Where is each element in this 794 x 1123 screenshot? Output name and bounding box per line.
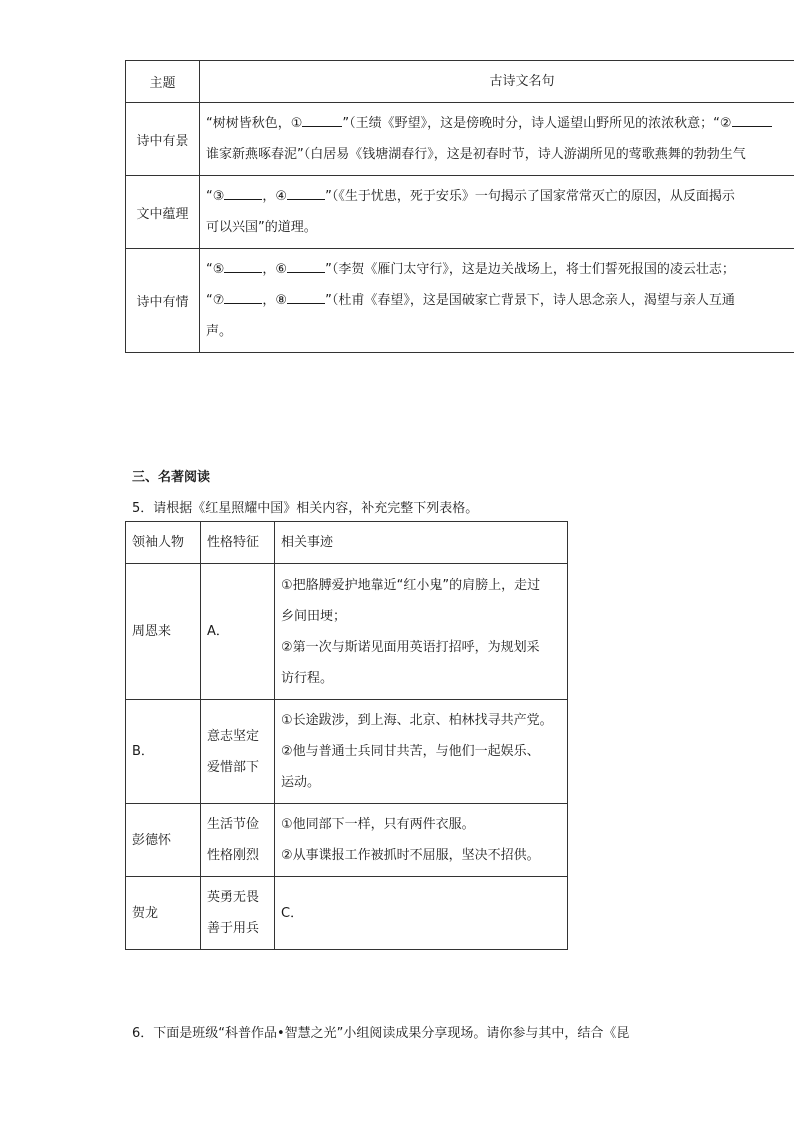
trait-cell[interactable]: A． [201, 564, 275, 700]
content-line: “③ ，④ ”（《生于忧患，死于安乐》一句揭示了国家常常灭亡的原因，从反面揭示 [206, 189, 735, 204]
leader-cell: 贺龙 [126, 877, 201, 950]
table-row [126, 700, 568, 804]
answer-blank-5[interactable] [224, 272, 262, 273]
content-line: “树树皆秋色，① ”（王绩《野望》，这是傍晚时分，诗人遥望山野所见的浓浓秋意；“② [206, 108, 794, 139]
question-5: 5．请根据《红星照耀中国》相关内容，补充完整下列表格。 [132, 501, 479, 516]
poetry-table-header [126, 61, 794, 103]
table-row [126, 103, 794, 176]
content-line: 声。 [206, 324, 233, 339]
row-content [200, 176, 794, 249]
deeds-cell[interactable]: C． [275, 877, 568, 950]
content-line: 谁家新燕啄春泥”（白居易《钱塘湖春行》，这是初春时节，诗人游湖所见的莺歌燕舞的勃勃生气 [206, 147, 746, 162]
leader-cell: 周恩来 [126, 564, 201, 700]
row-theme: 文中蕴理 [126, 176, 200, 249]
answer-blank-2[interactable] [732, 126, 772, 127]
table-row [126, 249, 794, 353]
poetry-table [125, 60, 794, 353]
leader-cell: 彭德怀 [126, 804, 201, 877]
header-theme: 主题 [126, 61, 200, 103]
trait-cell: 意志坚定 爱惜部下 [201, 700, 275, 804]
row-content [200, 103, 794, 176]
table-row [126, 176, 794, 249]
header-poem: 古诗文名句 [200, 61, 794, 103]
content-line: “⑤ ，⑥ ”（李贺《雁门太守行》，这是边关战场上，将士们誓死报国的凌云壮志； [206, 262, 735, 277]
deeds-cell: ①长途跋涉，到上海、北京、柏林找寻共产党。 ②他与普通士兵同甘共苦，与他们一起娱乐、 运动。 [275, 700, 568, 804]
row-content [200, 249, 794, 353]
deeds-cell: ①把胳膊爱护地靠近“红小鬼”的肩膀上，走过 乡间田埂； ②第一次与斯诺见面用英语打招呼，为规划采 访行程。 [275, 564, 568, 700]
answer-blank-3[interactable] [224, 199, 262, 200]
leaders-table [125, 521, 568, 950]
table-row [126, 877, 568, 950]
answer-blank-4[interactable] [287, 199, 325, 200]
answer-blank-6[interactable] [287, 272, 325, 273]
answer-blank-1[interactable] [302, 126, 342, 127]
content-line: “⑦ ，⑧ ”（杜甫《春望》，这是国破家亡背景下，诗人思念亲人，渴望与亲人互通 [206, 293, 735, 308]
answer-blank-7[interactable] [224, 303, 262, 304]
leaders-table-header [126, 522, 568, 564]
deeds-cell: ①他同部下一样，只有两件衣服。 ②从事谍报工作被抓时不屈服，坚决不招供。 [275, 804, 568, 877]
answer-blank-8[interactable] [287, 303, 325, 304]
row-theme: 诗中有景 [126, 103, 200, 176]
row-theme: 诗中有情 [126, 249, 200, 353]
question-6: 6．下面是班级“科普作品•智慧之光”小组阅读成果分享现场。请你参与其中，结合《昆 [132, 1026, 630, 1041]
header-trait: 性格特征 [201, 522, 275, 564]
table-row [126, 564, 568, 700]
content-line: 可以兴国”的道理。 [206, 220, 317, 235]
section-heading: 三、名著阅读 [132, 470, 211, 485]
trait-cell: 生活节俭 性格刚烈 [201, 804, 275, 877]
header-deeds: 相关事迹 [275, 522, 568, 564]
header-leader: 领袖人物 [126, 522, 201, 564]
trait-cell: 英勇无畏 善于用兵 [201, 877, 275, 950]
table-row [126, 804, 568, 877]
leader-cell[interactable]: B． [126, 700, 201, 804]
